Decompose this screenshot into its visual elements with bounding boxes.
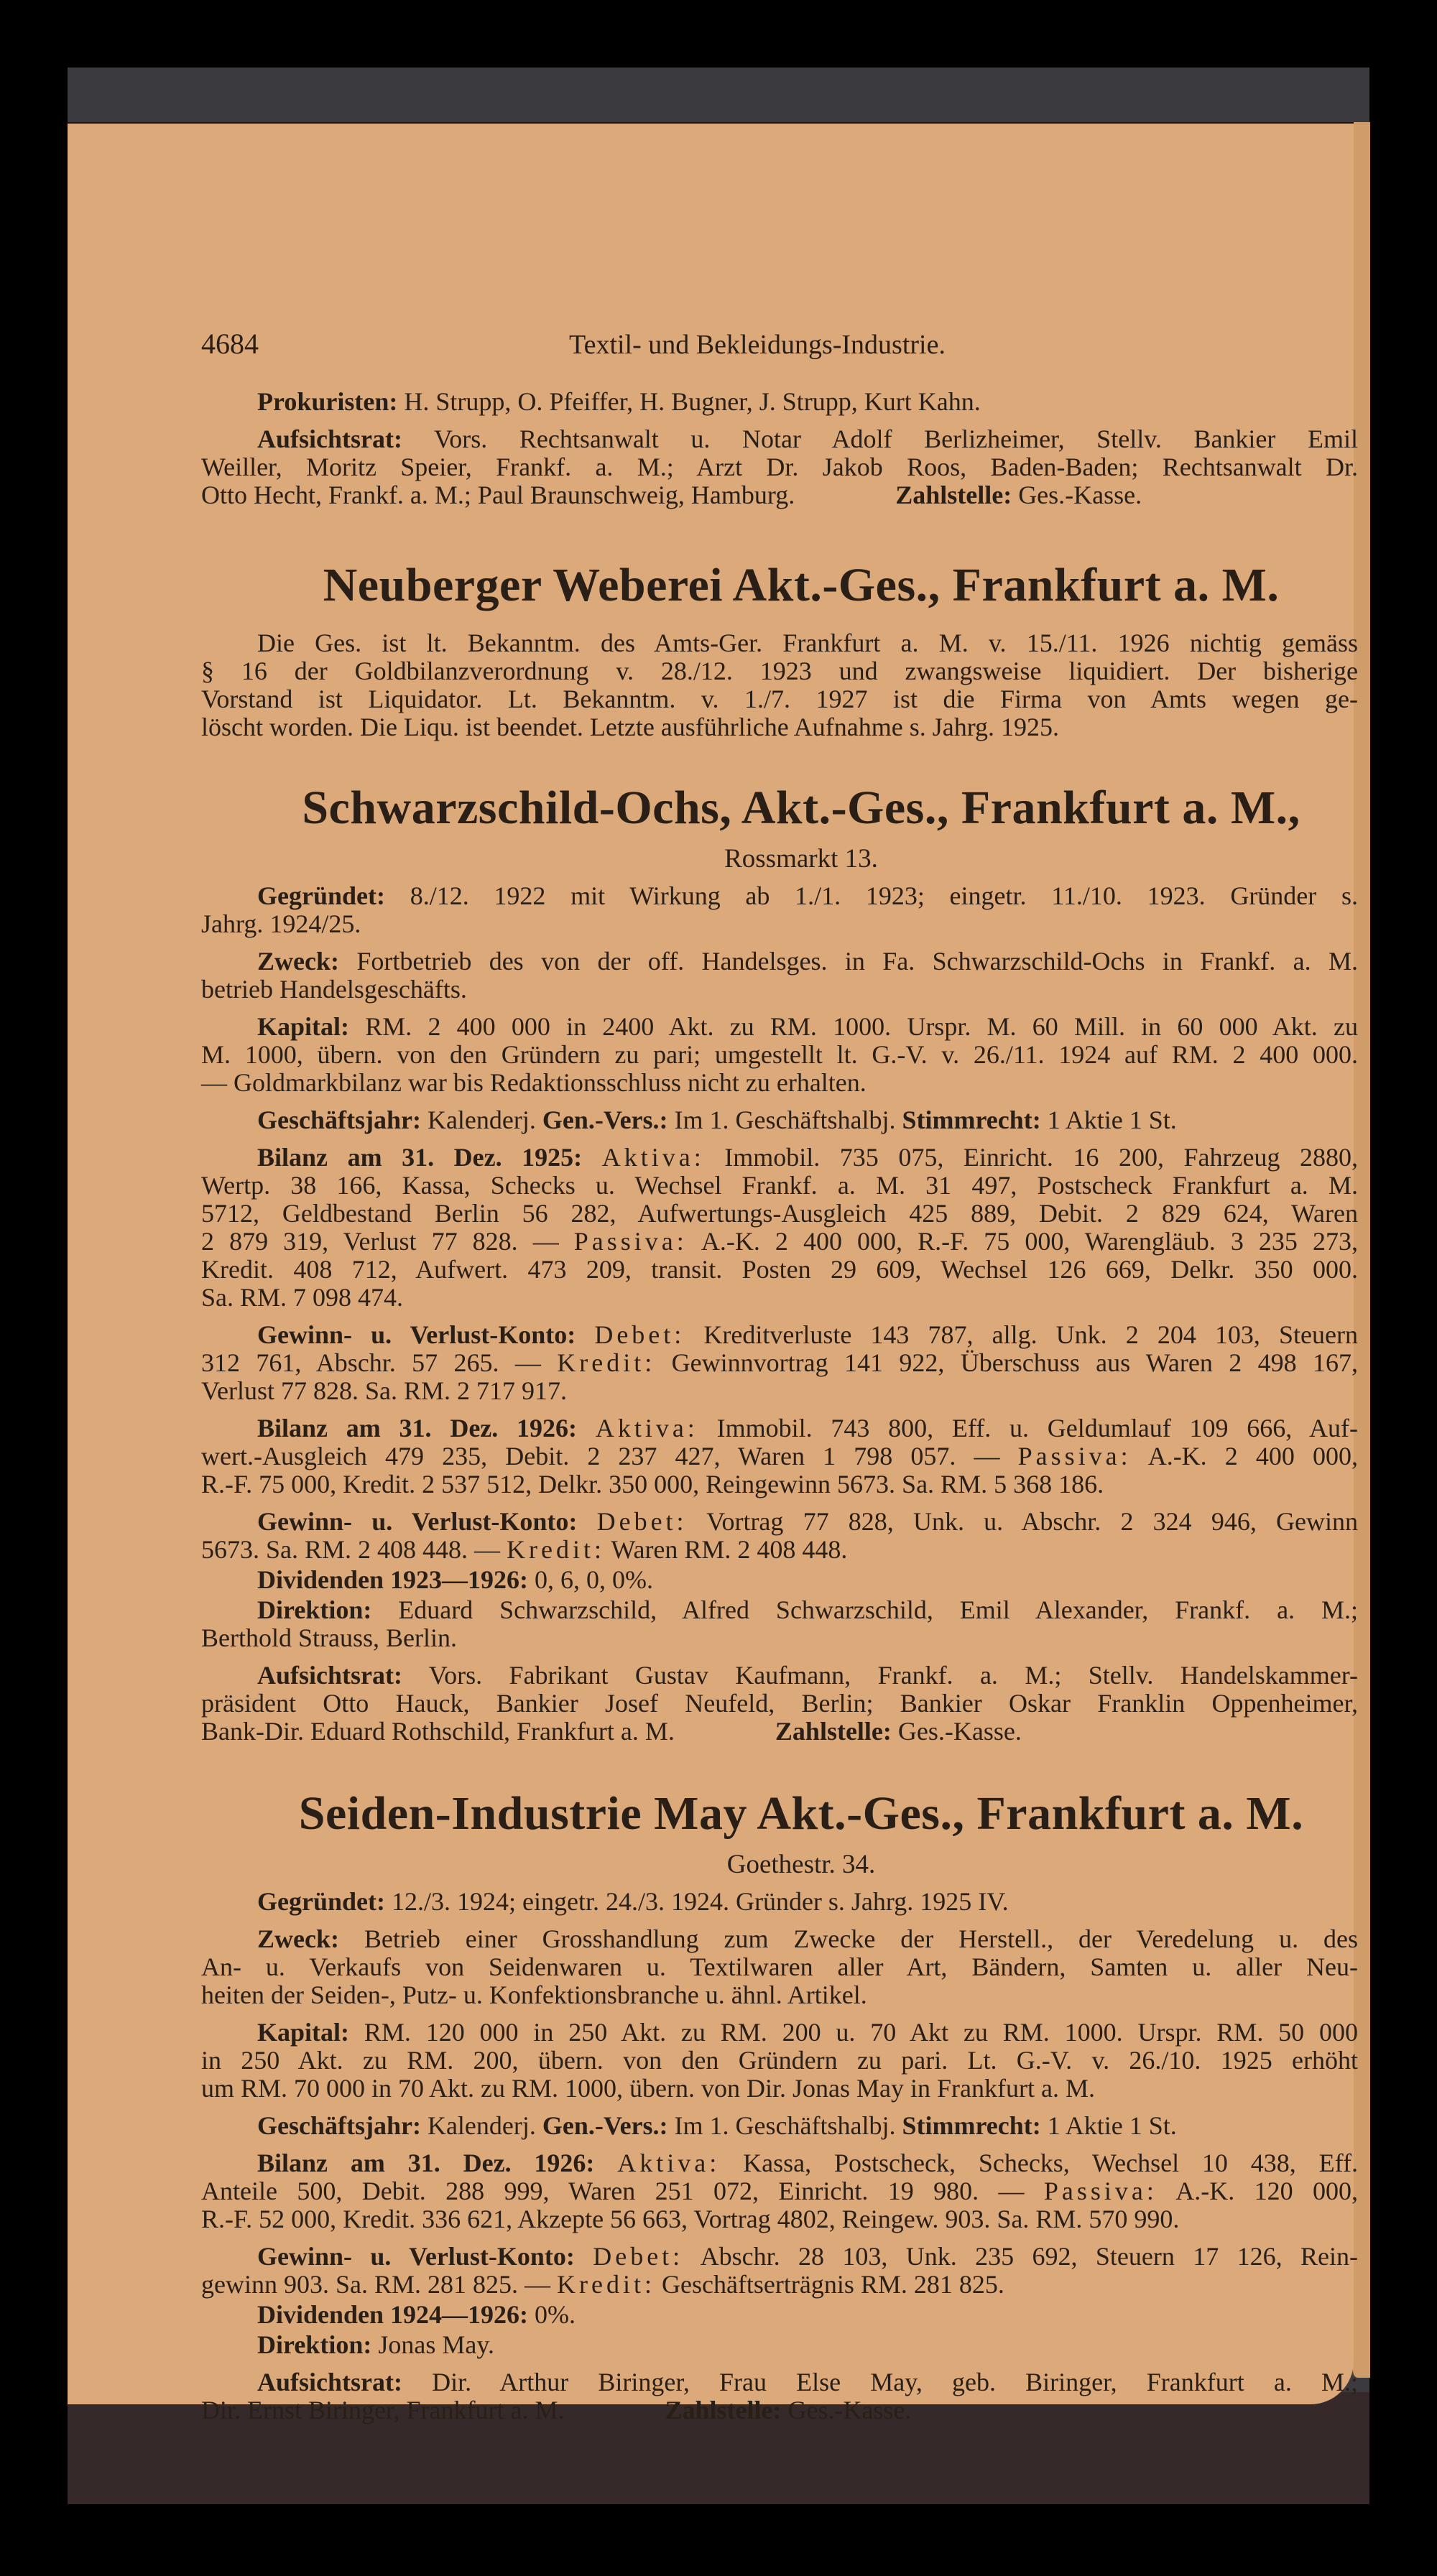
text-run: An- u. Verkaufs von Seidenwaren u. Textilwaren aller Art, Bändern, Samten u. aller Neu- [201, 1952, 1358, 1981]
text-run: A.-K. 2 400 000, R.-F. 75 000, Warengläub. 3 235 273, [687, 1227, 1358, 1256]
text-run: löscht worden. Die Liqu. ist beendet. Letzte ausführliche Aufnahme s. Jahrg. 1925. [201, 713, 1060, 741]
text-run: Im 1. Geschäftshalbj. [667, 1106, 902, 1134]
text-run: 312 761, Abschr. 57 265. — [201, 1348, 558, 1377]
text-run: § 16 der Goldbilanzverordnung v. 28./12. 1923 und zwangsweise liquidiert. Der bisherige [201, 657, 1358, 685]
text-line [201, 629, 1358, 657]
text-run [575, 2242, 593, 2271]
entry-paragraph [201, 425, 1358, 509]
text-line [201, 1981, 1358, 2009]
spaced-label: Aktiva: [595, 1414, 698, 1442]
text-run: Dir. Ernst Biringer, Frankfurt a. M. [201, 2396, 565, 2424]
text-run: betrieb Handelsgeschäfts. [201, 975, 467, 1004]
field-label: Stimmrecht: [902, 1106, 1041, 1134]
text-run: Eduard Schwarzschild, Alfred Schwarzschild, Emil Alexander, Frankf. a. M.; [371, 1595, 1358, 1624]
text-run: Weiller, Moritz Speier, Frankf. a. M.; Arzt Dr. Jakob Roos, Baden-Baden; Rechtsanwalt Dr. [201, 453, 1358, 481]
text-run: Vors. Fabrikant Gustav Kaufmann, Frankf. a. M.; Stellv. Handelskammer- [402, 1661, 1358, 1690]
text-line [201, 1106, 1358, 1134]
text-run: 8./12. 1922 mit Wirkung ab 1./1. 1923; eingetr. 11./10. 1923. Gründer s. [384, 881, 1358, 910]
field-label: Geschäftsjahr: [257, 1106, 421, 1134]
text-run [577, 1507, 596, 1536]
field-label: Gegründet: [257, 881, 385, 910]
field-label: Geschäftsjahr: [257, 2111, 421, 2140]
text-run: heiten der Seiden-, Putz- u. Konfektionsbranche u. ähnl. Artikel. [201, 1980, 867, 2009]
text-run: Vortrag 77 828, Unk. u. Abschr. 2 324 946, Gewinn [687, 1507, 1359, 1536]
text-run [576, 1320, 594, 1349]
text-run: RM. 2 400 000 in 2400 Akt. zu RM. 1000. Urspr. M. 60 Mill. in 60 000 Akt. zu [349, 1012, 1358, 1041]
text-line [201, 1414, 1358, 1442]
zahlstelle-label: Zahlstelle: [665, 2396, 782, 2424]
text-run: Bank-Dir. Eduard Rothschild, Frankfurt a. M. [201, 1717, 675, 1746]
text-run [577, 1414, 596, 1442]
field-label: Zweck: [257, 947, 339, 976]
text-run: präsident Otto Hauck, Bankier Josef Neufeld, Berlin; Bankier Oskar Franklin Oppenheimer, [201, 1689, 1358, 1718]
text-run [582, 1143, 602, 1172]
company-address: Goethestr. 34. [726, 1850, 876, 1879]
entry-paragraph [201, 629, 1358, 741]
text-run: Waren RM. 2 408 448. [605, 1535, 848, 1564]
spaced-label: Aktiva: [601, 1143, 705, 1172]
text-run: — Goldmarkbilanz war bis Redaktionsschluss nicht zu erhalten. [201, 1068, 867, 1097]
field-label: Direktion: [257, 1595, 372, 1624]
text-run: 12./3. 1924; eingetr. 24./3. 1924. Gründer s. Jahrg. 1925 IV. [384, 1887, 1009, 1916]
spaced-label: Passiva: [573, 1227, 688, 1256]
text-line [201, 1442, 1358, 1470]
text-run: Kalenderj. [420, 1106, 542, 1134]
text-line [201, 1536, 1358, 1564]
field-label: Kapital: [257, 2018, 350, 2047]
text-line [201, 713, 1358, 741]
entry-paragraph [201, 1013, 1358, 1097]
spaced-label: Debet: [594, 1320, 685, 1349]
text-line [201, 2396, 1358, 2424]
field-label: Zweck: [257, 1924, 339, 1953]
spaced-label: Kredit: [507, 1535, 606, 1564]
text-line [201, 2331, 1358, 2359]
text-run: in 250 Akt. zu RM. 200, übern. von den Gründern zu pari. Lt. G.-V. v. 26./10. 1925 erhöht [201, 2046, 1358, 2075]
text-run: Kalenderj. [420, 2111, 542, 2140]
text-run: RM. 120 000 in 250 Akt. zu RM. 200 u. 70 Akt zu RM. 1000. Urspr. RM. 50 000 [349, 2018, 1358, 2047]
entry-paragraph [201, 1508, 1358, 1564]
entry-paragraph [201, 1414, 1358, 1498]
text-line [201, 1228, 1358, 1256]
text-line [201, 2075, 1358, 2103]
entry-paragraph [201, 2112, 1358, 2140]
text-line [201, 1321, 1358, 1349]
entry-paragraph [201, 2301, 1358, 2329]
page-number: 4684 [201, 328, 259, 360]
field-label: Dividenden 1924—1926: [257, 2300, 529, 2329]
entry-paragraph [201, 1566, 1358, 1594]
company-heading: Seiden-Industrie May Akt.-Ges., Frankfurt a. M. [298, 1787, 1304, 1840]
book-page [68, 122, 1359, 2424]
text-line [201, 2205, 1358, 2233]
text-run: 0%. [528, 2300, 576, 2329]
text-line [201, 1925, 1358, 1953]
text-run: Anteile 500, Debit. 288 999, Waren 251 072, Einricht. 19 980. — [201, 2177, 1044, 2205]
entry-paragraph [201, 2368, 1358, 2424]
entry-paragraph [201, 1596, 1358, 1652]
text-run: Geschäftserträgnis RM. 281 825. [655, 2270, 1004, 2299]
text-line [201, 2368, 1358, 2396]
text-run: um RM. 70 000 in 70 Akt. zu RM. 1000, übern. von Dir. Jonas May in Frankfurt a. M. [201, 2074, 1095, 2103]
text-run: Ges.-Kasse. [781, 2396, 912, 2424]
text-line [201, 1144, 1358, 1172]
entry-paragraph [201, 2149, 1358, 2233]
text-run: H. Strupp, O. Pfeiffer, H. Bugner, J. Strupp, Kurt Kahn. [397, 387, 981, 416]
text-line [201, 2149, 1358, 2177]
entry-paragraph [201, 1106, 1358, 1134]
text-line [201, 1718, 1358, 1746]
field-label: Dividenden 1923—1926: [257, 1565, 529, 1594]
field-label: Direktion: [257, 2330, 372, 2359]
text-run: Jonas May. [371, 2330, 494, 2359]
text-run: 5673. Sa. RM. 2 408 448. — [201, 1535, 507, 1564]
text-line [201, 1470, 1358, 1498]
text-line [201, 1349, 1358, 1377]
running-title: Textil- und Bekleidungs-Industrie. [569, 330, 946, 360]
field-label: Bilanz am 31. Dez. 1926: [257, 1414, 578, 1442]
text-line [201, 481, 1358, 509]
text-run: Fortbetrieb des von der off. Handelsges. in Fa. Schwarzschild-Ochs in Frankf. a. M. [338, 947, 1358, 976]
entry-paragraph [201, 1925, 1358, 2009]
text-run: Abschr. 28 103, Unk. 235 692, Steuern 17 126, Rein- [683, 2242, 1359, 2271]
text-run: 0, 6, 0, 0%. [528, 1565, 654, 1594]
text-run: Kreditverluste 143 787, allg. Unk. 2 204 103, Steuern [685, 1320, 1358, 1349]
text-line [201, 1172, 1358, 1200]
field-label: Bilanz am 31. Dez. 1926: [257, 2149, 595, 2177]
text-line [201, 685, 1358, 713]
text-line [201, 1624, 1358, 1652]
field-label: Gewinn- u. Verlust-Konto: [257, 1320, 576, 1349]
spaced-label: Passiva: [1017, 1442, 1132, 1470]
company-address: Rossmarkt 13. [724, 844, 878, 874]
spaced-label: Kredit: [557, 1348, 656, 1377]
spaced-label: Kredit: [557, 2270, 655, 2299]
text-run: Immobil. 735 075, Einricht. 16 200, Fahrzeug 2880, [704, 1143, 1359, 1172]
field-label: Bilanz am 31. Dez. 1925: [257, 1143, 583, 1172]
text-line [201, 2112, 1358, 2140]
text-run: 1 Aktie 1 St. [1040, 2111, 1177, 2140]
field-label: Gegründet: [257, 1887, 385, 1916]
field-label: Aufsichtsrat: [257, 2368, 402, 2396]
text-run: Vorstand ist Liquidator. Lt. Bekanntm. v. 1./7. 1927 ist die Firma von Amts wegen ge- [201, 685, 1358, 713]
entry-paragraph [201, 948, 1358, 1004]
text-run: A.-K. 2 400 000, [1131, 1442, 1358, 1470]
entry-paragraph [201, 1144, 1358, 1312]
spaced-label: Passiva: [1043, 2177, 1158, 2205]
text-line [201, 388, 1358, 416]
text-run: Gewinnvortrag 141 922, Überschuss aus Waren 2 498 167, [655, 1348, 1358, 1377]
field-label: Stimmrecht: [902, 2111, 1041, 2140]
text-run: Die Ges. ist lt. Bekanntm. des Amts-Ger. Frankfurt a. M. v. 15./11. 1926 nichtig gemäss [257, 629, 1358, 657]
text-run: R.-F. 75 000, Kredit. 2 537 512, Delkr. 350 000, Reingewinn 5673. Sa. RM. 5 368 186. [201, 1470, 1104, 1498]
text-line [201, 2177, 1358, 2205]
text-run: Jahrg. 1924/25. [201, 909, 361, 938]
text-run: Ges.-Kasse. [1012, 481, 1142, 509]
text-line [201, 1284, 1358, 1312]
company-heading: Schwarzschild-Ochs, Akt.-Ges., Frankfurt a. M., [302, 782, 1300, 834]
text-run: Vors. Rechtsanwalt u. Notar Adolf Berlizheimer, Stellv. Bankier Emil [402, 425, 1358, 453]
zahlstelle-label: Zahlstelle: [895, 481, 1012, 509]
field-label: Aufsichtsrat: [257, 1661, 402, 1690]
text-line [201, 425, 1358, 453]
text-line [201, 2271, 1358, 2299]
text-line [201, 453, 1358, 481]
text-run: Kassa, Postscheck, Schecks, Wechsel 10 438, Eff. [720, 2149, 1358, 2177]
text-run [594, 2149, 617, 2177]
text-run: gewinn 903. Sa. RM. 281 825. — [201, 2270, 557, 2299]
field-label: Gen.-Vers.: [542, 1106, 668, 1134]
field-label: Gen.-Vers.: [542, 2111, 668, 2140]
spaced-label: Aktiva: [617, 2149, 721, 2177]
text-line [201, 1508, 1358, 1536]
zahlstelle-label: Zahlstelle: [775, 1717, 892, 1746]
text-run: R.-F. 52 000, Kredit. 336 621, Akzepte 56 663, Vortrag 4802, Reingew. 903. Sa. RM. 570 990. [201, 2205, 1180, 2233]
text-line [201, 1041, 1358, 1069]
text-line [201, 1377, 1358, 1405]
entry-paragraph [201, 388, 1358, 416]
entry-paragraph [201, 882, 1358, 938]
text-line [201, 1069, 1358, 1097]
text-line [201, 976, 1358, 1004]
text-line [201, 1256, 1358, 1284]
text-run: wert.-Ausgleich 479 235, Debit. 2 237 427, Waren 1 798 057. — [201, 1442, 1018, 1470]
text-run: Dir. Arthur Biringer, Frau Else May, geb. Biringer, Frankfurt a. M.; [402, 2368, 1358, 2396]
text-line [201, 2019, 1358, 2047]
entry-paragraph [201, 2243, 1358, 2299]
text-run: Wertp. 38 166, Kassa, Schecks u. Wechsel Frankf. a. M. 31 497, Postscheck Frankfurt a. M. [201, 1171, 1358, 1200]
text-line [201, 2243, 1358, 2271]
entry-paragraph [201, 1888, 1358, 1916]
text-line [201, 1200, 1358, 1228]
text-run: 2 879 319, Verlust 77 828. — [201, 1227, 574, 1256]
spaced-label: Debet: [596, 1507, 688, 1536]
text-line [201, 657, 1358, 685]
company-entry [201, 388, 1358, 509]
company-entry [201, 560, 1358, 741]
entry-paragraph [201, 1321, 1358, 1405]
text-line [201, 948, 1358, 976]
text-line [201, 1596, 1358, 1624]
text-line [201, 1013, 1358, 1041]
field-label: Gewinn- u. Verlust-Konto: [257, 1507, 578, 1536]
text-run: A.-K. 120 000, [1157, 2177, 1359, 2205]
text-line [201, 910, 1358, 938]
text-line [201, 2047, 1358, 2075]
entry-paragraph [201, 2331, 1358, 2359]
text-line [201, 1690, 1358, 1718]
text-line [201, 2301, 1358, 2329]
field-label: Aufsichtsrat: [257, 425, 402, 453]
field-label: Kapital: [257, 1012, 350, 1041]
text-run: Ges.-Kasse. [891, 1717, 1022, 1746]
text-run: Berthold Strauss, Berlin. [201, 1623, 457, 1652]
entry-paragraph [201, 1662, 1358, 1746]
spaced-label: Debet: [593, 2242, 684, 2271]
text-run: Verlust 77 828. Sa. RM. 2 717 917. [201, 1376, 568, 1405]
text-run: 5712, Geldbestand Berlin 56 282, Aufwertungs-Ausgleich 425 889, Debit. 2 829 624, Waren [201, 1199, 1358, 1228]
text-line [201, 1888, 1358, 1916]
text-run: Im 1. Geschäftshalbj. [667, 2111, 902, 2140]
company-entry [201, 783, 1358, 1746]
field-label: Gewinn- u. Verlust-Konto: [257, 2242, 575, 2271]
text-line [201, 1662, 1358, 1690]
text-run: Immobil. 743 800, Eff. u. Geldumlauf 109 666, Auf- [698, 1414, 1359, 1442]
company-heading: Neuberger Weberei Akt.-Ges., Frankfurt a. M. [323, 559, 1280, 611]
text-run: Betrieb einer Grosshandlung zum Zwecke der Herstell., der Veredelung u. des [338, 1924, 1358, 1953]
field-label: Prokuristen: [257, 387, 398, 416]
text-run: Otto Hecht, Frankf. a. M.; Paul Braunschweig, Hamburg. [201, 481, 795, 509]
text-run: M. 1000, übern. von den Gründern zu pari; umgestellt lt. G.-V. v. 26./11. 1924 auf RM. 2 400 000. [201, 1040, 1358, 1069]
text-line [201, 882, 1358, 910]
company-entry [201, 1789, 1358, 2424]
text-run: 1 Aktie 1 St. [1040, 1106, 1177, 1134]
text-run: Sa. RM. 7 098 474. [201, 1283, 404, 1312]
text-line [201, 1566, 1358, 1594]
text-line [201, 1953, 1358, 1981]
entry-paragraph [201, 2019, 1358, 2103]
text-run: Kredit. 408 712, Aufwert. 473 209, transit. Posten 29 609, Wechsel 126 669, Delkr. 350 000. [201, 1255, 1358, 1284]
